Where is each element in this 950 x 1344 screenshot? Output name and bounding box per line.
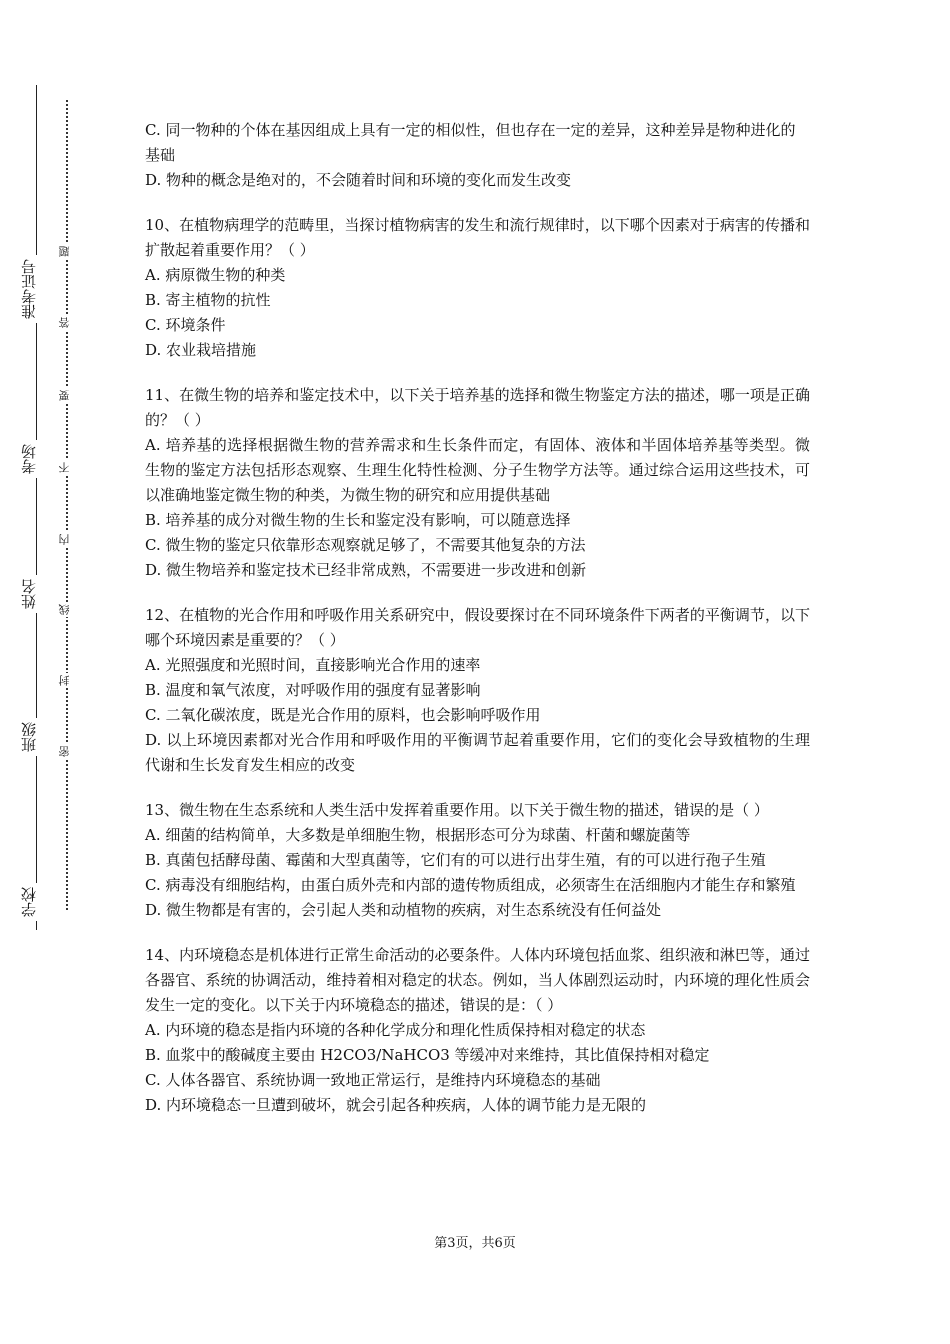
seal-char: 题 xyxy=(58,246,71,257)
question-14 xyxy=(145,943,810,1118)
previous-question-options xyxy=(145,118,810,193)
seal-char: 不 xyxy=(58,462,71,473)
option: C. 微生物的鉴定只依靠形态观察就足够了，不需要其他复杂的方法 xyxy=(145,536,586,554)
option: C. 人体各器官、系统协调一致地正常运行，是维持内环境稳态的基础 xyxy=(145,1071,601,1089)
field-admission-number: 准考证号 xyxy=(20,255,52,323)
question-11 xyxy=(145,383,810,583)
seal-char: 答 xyxy=(58,317,71,328)
question-10 xyxy=(145,213,810,363)
question-12 xyxy=(145,603,810,778)
question-content xyxy=(145,118,810,1138)
seal-char: 线 xyxy=(58,604,71,615)
question-stem: 10、在植物病理学的范畴里，当探讨植物病害的发生和流行规律时，以下哪个因素对于病害的传播和扩散起着重要作用？（ ） xyxy=(145,216,810,259)
option: D. 物种的概念是绝对的，不会随着时间和环境的变化而发生改变 xyxy=(145,171,572,189)
question-stem: 12、在植物的光合作用和呼吸作用关系研究中，假设要探讨在不同环境条件下两者的平衡调节，以下哪个环境因素是重要的？（ ） xyxy=(145,606,810,649)
seal-char: 封 xyxy=(58,675,71,686)
option: A. 内环境的稳态是指内环境的各种化学成分和理化性质保持相对稳定的状态 xyxy=(145,1021,646,1039)
option: A. 病原微生物的种类 xyxy=(145,266,286,284)
binding-dotted-line xyxy=(66,100,68,910)
question-13 xyxy=(145,798,810,923)
seal-char: 内 xyxy=(58,534,71,545)
field-name: 姓名 xyxy=(20,575,52,613)
option: C. 病毒没有细胞结构，由蛋白质外壳和内部的遗传物质组成，必须寄生在活细胞内才能生存和繁殖 xyxy=(145,876,796,894)
option: D. 农业栽培措施 xyxy=(145,341,257,359)
field-exam-room: 考场 xyxy=(20,440,52,478)
question-stem: 14、内环境稳态是机体进行正常生命活动的必要条件。人体内环境包括血浆、组织液和淋巴等，通过各器官、系统的协调活动，维持着相对稳定的状态。例如，当人体剧烈运动时，内环境的理化性质会发生一定的变化。以下关于内环境稳态的描述，错误的是：（ ） xyxy=(145,946,810,1014)
field-class: 班级 xyxy=(20,718,52,756)
page-footer: 第3页，共6页 xyxy=(434,1236,516,1251)
option: A. 培养基的选择根据微生物的营养需求和生长条件而定，有固体、液体和半固体培养基等类型。微生物的鉴定方法包括形态观察、生理生化特性检测、分子生物学方法等。通过综合运用这些技术，可以准确地鉴定微生物的种类，为微生物的研究和应用提供基础 xyxy=(145,436,810,504)
question-stem: 11、在微生物的培养和鉴定技术中，以下关于培养基的选择和微生物鉴定方法的描述，哪一项是正确的？（ ） xyxy=(145,386,810,429)
seal-char: 要 xyxy=(58,390,71,401)
field-school: 学校 xyxy=(20,883,52,921)
option: C. 同一物种的个体在基因组成上具有一定的相似性，但也存在一定的差异，这种差异是物种进化的基础 xyxy=(145,121,796,164)
option: B. 培养基的成分对微生物的生长和鉴定没有影响，可以随意选择 xyxy=(145,511,571,529)
option: B. 真菌包括酵母菌、霉菌和大型真菌等，它们有的可以进行出芽生殖，有的可以进行孢子生殖 xyxy=(145,851,766,869)
option: B. 血浆中的酸碱度主要由 H2CO3/NaHCO3 等缓冲对来维持，其比值保持相对稳定 xyxy=(145,1046,710,1064)
option: D. 以上环境因素都对光合作用和呼吸作用的平衡调节起着重要作用，它们的变化会导致植物的生理代谢和生长发育发生相应的改变 xyxy=(145,731,810,774)
option: D. 微生物都是有害的，会引起人类和动植物的疾病，对生态系统没有任何益处 xyxy=(145,901,662,919)
option: B. 温度和氧气浓度，对呼吸作用的强度有显著影响 xyxy=(145,681,481,699)
option: A. 细菌的结构简单，大多数是单细胞生物，根据形态可分为球菌、杆菌和螺旋菌等 xyxy=(145,826,691,844)
option: C. 环境条件 xyxy=(145,316,226,334)
option: C. 二氧化碳浓度，既是光合作用的原料，也会影响呼吸作用 xyxy=(145,706,541,724)
seal-char: 密 xyxy=(58,746,71,757)
option: B. 寄主植物的抗性 xyxy=(145,291,271,309)
binding-strip xyxy=(0,0,110,1344)
option: D. 微生物培养和鉴定技术已经非常成熟，不需要进一步改进和创新 xyxy=(145,561,587,579)
option: A. 光照强度和光照时间，直接影响光合作用的速率 xyxy=(145,656,481,674)
question-stem: 13、微生物在生态系统和人类生活中发挥着重要作用。以下关于微生物的描述，错误的是（ ） xyxy=(145,801,769,819)
option: D. 内环境稳态一旦遭到破坏，就会引起各种疾病，人体的调节能力是无限的 xyxy=(145,1096,647,1114)
binding-solid-line xyxy=(36,85,37,930)
